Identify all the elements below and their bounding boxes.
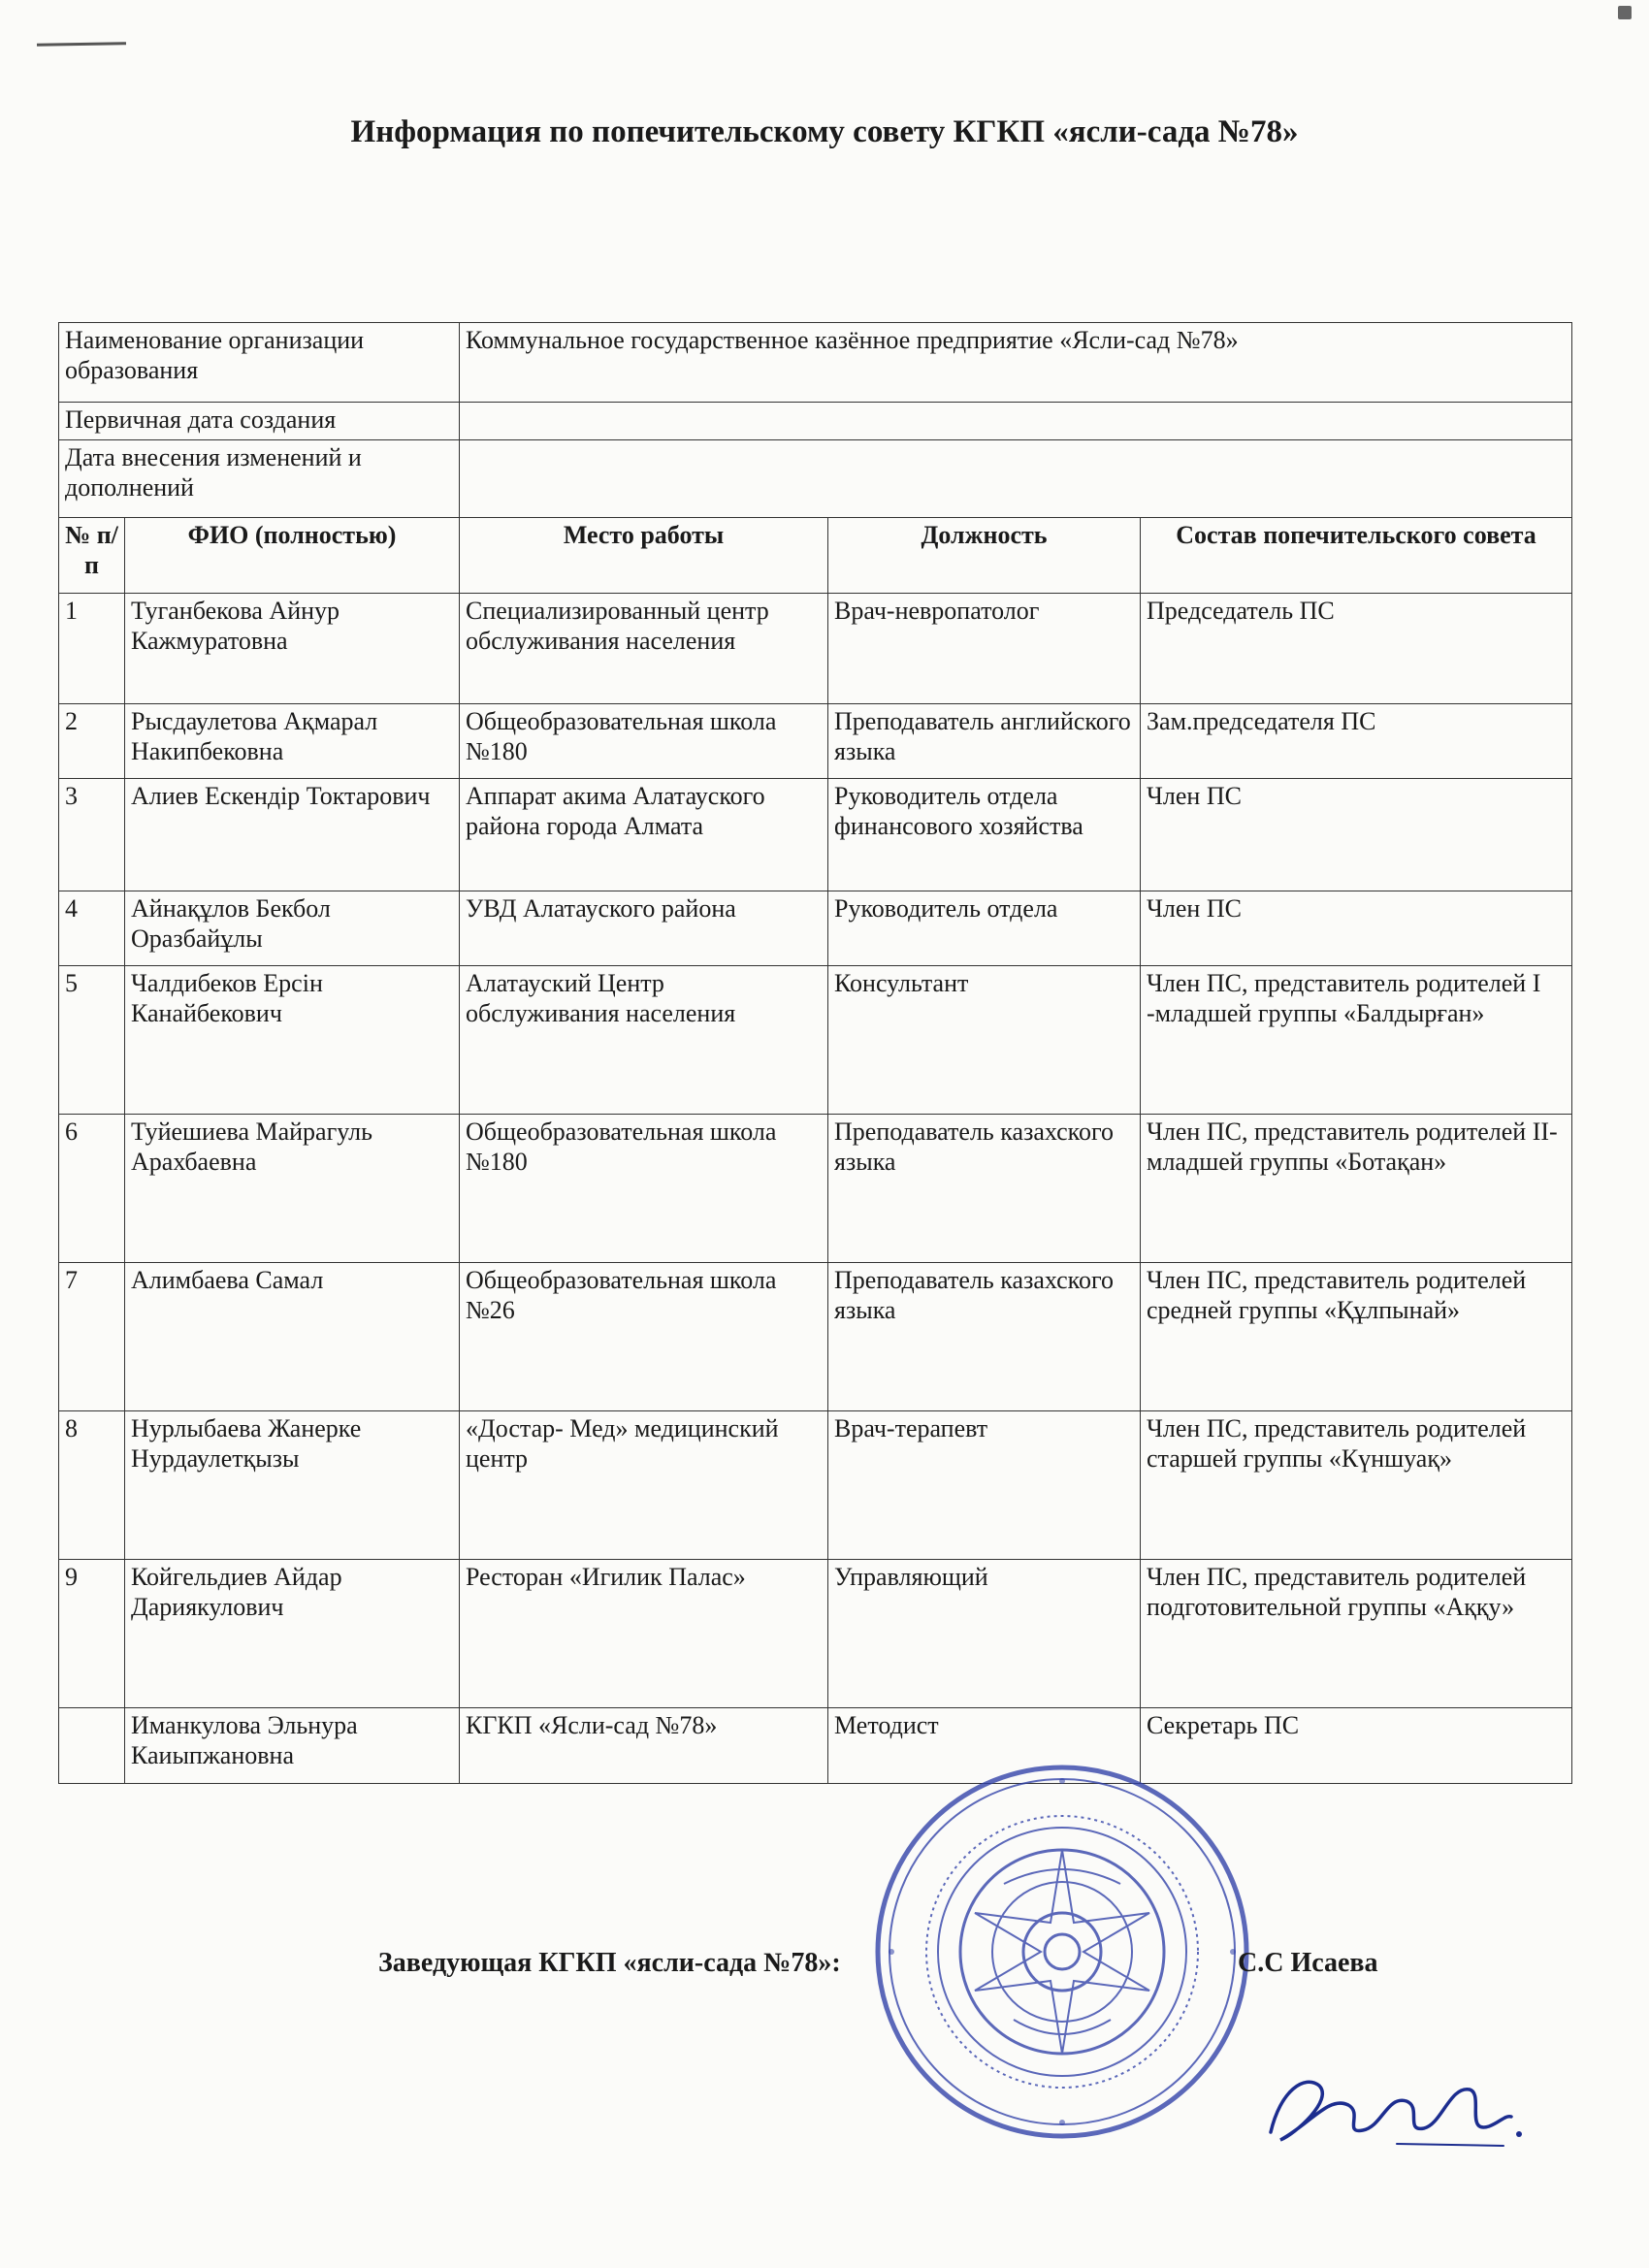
row-work: «Достар- Мед» медицинский центр xyxy=(460,1411,828,1560)
row-role: Зам.председателя ПС xyxy=(1141,704,1572,779)
director-title: Заведующая КГКП «ясли-сада №78»: xyxy=(378,1948,841,1978)
row-role: Секретарь ПС xyxy=(1141,1708,1572,1784)
row-num: 1 xyxy=(59,594,125,704)
info-row xyxy=(59,440,1572,518)
table-row xyxy=(59,594,1572,704)
table-row xyxy=(59,1115,1572,1263)
row-work: УВД Алатауского района xyxy=(460,891,828,966)
info-label: Первичная дата создания xyxy=(59,403,460,440)
row-name: Туганбекова Айнур Кажмуратовна xyxy=(125,594,460,704)
table-row xyxy=(59,1263,1572,1411)
row-work: Ресторан «Игилик Палас» xyxy=(460,1560,828,1708)
row-position: Управляющий xyxy=(828,1560,1141,1708)
row-name: Иманкулова Эльнура Каиыпжановна xyxy=(125,1708,460,1784)
row-role: Член ПС, представитель родителей старшей группы «Күншуақ» xyxy=(1141,1411,1572,1560)
row-position: Преподаватель казахского языка xyxy=(828,1263,1141,1411)
row-position: Врач-невропатолог xyxy=(828,594,1141,704)
row-num: 5 xyxy=(59,966,125,1115)
header-role: Состав попечительского совета xyxy=(1141,518,1572,594)
row-work: Общеобразовательная школа №26 xyxy=(460,1263,828,1411)
row-role: Член ПС xyxy=(1141,779,1572,891)
info-row xyxy=(59,403,1572,440)
scan-corner-mark xyxy=(1618,6,1632,19)
info-value: Коммунальное государственное казённое предприятие «Ясли-сад №78» xyxy=(460,323,1572,403)
row-num: 8 xyxy=(59,1411,125,1560)
row-role: Член ПС, представитель родителей средней группы «Құлпынай» xyxy=(1141,1263,1572,1411)
row-role: Член ПС, представитель родителей подготовительной группы «Аққу» xyxy=(1141,1560,1572,1708)
row-work: Специализированный центр обслуживания населения xyxy=(460,594,828,704)
row-position: Преподаватель казахского языка xyxy=(828,1115,1141,1263)
header-position: Должность xyxy=(828,518,1141,594)
row-num xyxy=(59,1708,125,1784)
row-name: Нурлыбаева Жанерке Нурдаулетқызы xyxy=(125,1411,460,1560)
header-num: № п/п xyxy=(59,518,125,594)
row-name: Алимбаева Самал xyxy=(125,1263,460,1411)
row-num: 3 xyxy=(59,779,125,891)
info-label: Наименование организации образования xyxy=(59,323,460,403)
table-row xyxy=(59,966,1572,1115)
row-position: Руководитель отдела xyxy=(828,891,1141,966)
row-num: 9 xyxy=(59,1560,125,1708)
row-num: 7 xyxy=(59,1263,125,1411)
row-name: Чалдибеков Ерсін Канайбекович xyxy=(125,966,460,1115)
header-name: ФИО (полностью) xyxy=(125,518,460,594)
info-value xyxy=(460,403,1572,440)
table-row xyxy=(59,704,1572,779)
row-work: Алатауский Центр обслуживания населения xyxy=(460,966,828,1115)
row-work: Общеобразовательная школа №180 xyxy=(460,1115,828,1263)
table-row xyxy=(59,1708,1572,1784)
table-row xyxy=(59,779,1572,891)
row-role: Член ПС, представитель родителей I -младшей группы «Балдырған» xyxy=(1141,966,1572,1115)
row-role: Член ПС xyxy=(1141,891,1572,966)
row-name: Рысдаулетова Ақмарал Накипбековна xyxy=(125,704,460,779)
council-table xyxy=(58,322,1572,1784)
row-name: Койгельдиев Айдар Дариякулович xyxy=(125,1560,460,1708)
row-num: 6 xyxy=(59,1115,125,1263)
row-num: 2 xyxy=(59,704,125,779)
row-work: Общеобразовательная школа №180 xyxy=(460,704,828,779)
row-role: Член ПС, представитель родителей II-младшей группы «Ботақан» xyxy=(1141,1115,1572,1263)
row-num: 4 xyxy=(59,891,125,966)
document-title: Информация по попечительскому совету КГКП «ясли-сада №78» xyxy=(350,114,1299,149)
row-position: Консультант xyxy=(828,966,1141,1115)
table-header-row xyxy=(59,518,1572,594)
info-value xyxy=(460,440,1572,518)
scan-mark xyxy=(37,42,126,47)
row-work: Аппарат акима Алатауского района города Алмата xyxy=(460,779,828,891)
header-work: Место работы xyxy=(460,518,828,594)
table-row xyxy=(59,1560,1572,1708)
table-row xyxy=(59,1411,1572,1560)
info-label: Дата внесения изменений и дополнений xyxy=(59,440,460,518)
row-position: Руководитель отдела финансового хозяйства xyxy=(828,779,1141,891)
row-name: Туйешиева Майрагуль Арахбаевна xyxy=(125,1115,460,1263)
row-position: Врач-терапевт xyxy=(828,1411,1141,1560)
row-position: Преподаватель английского языка xyxy=(828,704,1141,779)
director-name: С.С Исаева xyxy=(1238,1948,1378,1978)
row-name: Айнақұлов Бекбол Оразбайұлы xyxy=(125,891,460,966)
official-stamp xyxy=(868,1758,1256,2146)
table-row xyxy=(59,891,1572,966)
signature xyxy=(1251,2057,1533,2163)
info-row xyxy=(59,323,1572,403)
row-role: Председатель ПС xyxy=(1141,594,1572,704)
row-name: Алиев Ескендір Токтарович xyxy=(125,779,460,891)
row-work: КГКП «Ясли-сад №78» xyxy=(460,1708,828,1784)
row-position: Методист xyxy=(828,1708,1141,1784)
